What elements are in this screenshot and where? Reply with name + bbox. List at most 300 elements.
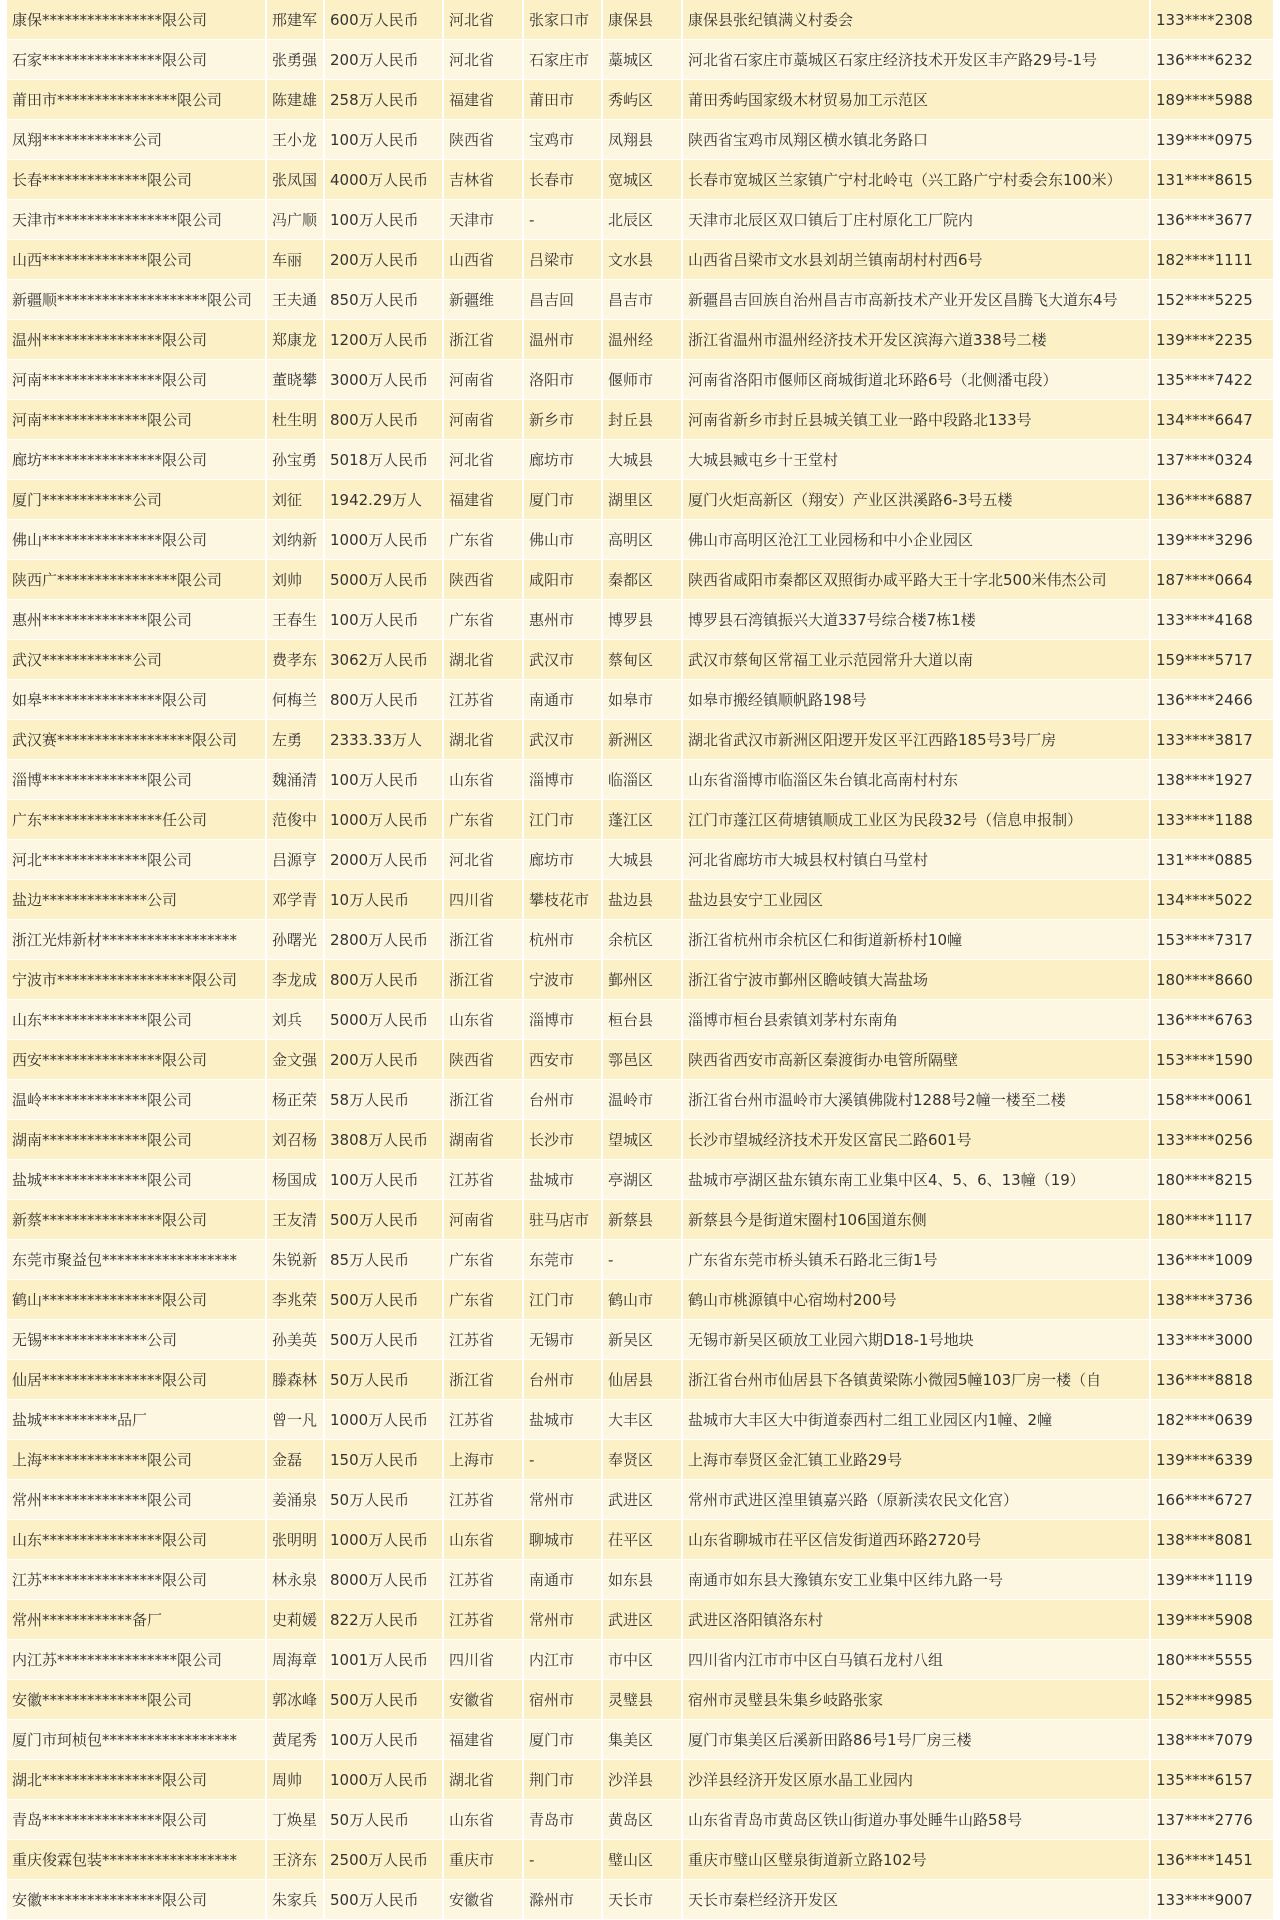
province-cell: 山东省 [444,1520,522,1560]
company-name-cell: 青岛****************限公司 [7,1800,265,1840]
phone-cell: 133****4168 [1151,600,1273,640]
address-cell: 天津市北辰区双口镇后丁庄村原化工厂院内 [683,200,1149,240]
company-name-cell: 江苏****************限公司 [7,1560,265,1600]
capital-cell: 1000万人民币 [325,520,442,560]
address-cell: 浙江省杭州市余杭区仁和街道新桥村10幢 [683,920,1149,960]
address-cell: 河南省洛阳市偃师区商城街道北环路6号（北侧潘屯段） [683,360,1149,400]
capital-cell: 500万人民币 [325,1280,442,1320]
district-cell: 秀屿区 [603,80,681,120]
district-cell: 鄞州区 [603,960,681,1000]
table-row [7,1840,1273,1880]
address-cell: 陕西省咸阳市秦都区双照街办咸平路大王十字北500米伟杰公司 [683,560,1149,600]
city-cell: 厦门市 [524,480,601,520]
capital-cell: 500万人民币 [325,1880,442,1920]
phone-cell: 166****6727 [1151,1480,1273,1520]
capital-cell: 2000万人民币 [325,840,442,880]
capital-cell: 8000万人民币 [325,1560,442,1600]
company-name-cell: 安徽**************限公司 [7,1680,265,1720]
address-cell: 山东省聊城市茌平区信发街道西环路2720号 [683,1520,1149,1560]
table-row [7,1160,1273,1200]
district-cell: 武进区 [603,1480,681,1520]
address-cell: 上海市奉贤区金汇镇工业路29号 [683,1440,1149,1480]
address-cell: 佛山市高明区沧江工业园杨和中小企业园区 [683,520,1149,560]
district-cell: 亭湖区 [603,1160,681,1200]
capital-cell: 200万人民币 [325,240,442,280]
legal-rep-cell: 朱家兵 [267,1880,323,1920]
province-cell: 安徽省 [444,1680,522,1720]
company-name-cell: 凤翔************公司 [7,120,265,160]
phone-cell: 139****1119 [1151,1560,1273,1600]
legal-rep-cell: 姜涌泉 [267,1480,323,1520]
address-cell: 南通市如东县大豫镇东安工业集中区纬九路一号 [683,1560,1149,1600]
phone-cell: 131****8615 [1151,160,1273,200]
address-cell: 常州市武进区湟里镇嘉兴路（原新渎农民文化宫） [683,1480,1149,1520]
table-row [7,1000,1273,1040]
capital-cell: 50万人民币 [325,1360,442,1400]
company-name-cell: 新蔡****************限公司 [7,1200,265,1240]
company-name-cell: 重庆俊霖包装****************** [7,1840,265,1880]
city-cell: 盐城市 [524,1400,601,1440]
company-name-cell: 盐城**************限公司 [7,1160,265,1200]
city-cell: 莆田市 [524,80,601,120]
district-cell: 文水县 [603,240,681,280]
legal-rep-cell: 滕森林 [267,1360,323,1400]
district-cell: 新蔡县 [603,1200,681,1240]
legal-rep-cell: 王春生 [267,600,323,640]
district-cell: 蔡甸区 [603,640,681,680]
table-row [7,1880,1273,1920]
city-cell: 荆门市 [524,1760,601,1800]
company-name-cell: 温岭**************限公司 [7,1080,265,1120]
table-row [7,1400,1273,1440]
phone-cell: 134****6647 [1151,400,1273,440]
company-name-cell: 山西**************限公司 [7,240,265,280]
district-cell: 桓台县 [603,1000,681,1040]
address-cell: 浙江省台州市仙居县下各镇黄梁陈小微园5幢103厂房一楼（自 [683,1360,1149,1400]
legal-rep-cell: 邢建军 [267,0,323,40]
address-cell: 四川省内江市市中区白马镇石龙村八组 [683,1640,1149,1680]
province-cell: 河北省 [444,840,522,880]
table-row [7,160,1273,200]
city-cell: 青岛市 [524,1800,601,1840]
province-cell: 广东省 [444,1280,522,1320]
district-cell: 高明区 [603,520,681,560]
district-cell: 新洲区 [603,720,681,760]
address-cell: 陕西省宝鸡市凤翔区横水镇北务路口 [683,120,1149,160]
district-cell: 茌平区 [603,1520,681,1560]
capital-cell: 5000万人民币 [325,560,442,600]
legal-rep-cell: 朱锐新 [267,1240,323,1280]
table-row [7,1280,1273,1320]
address-cell: 陕西省西安市高新区秦渡街办电管所隔壁 [683,1040,1149,1080]
city-cell: 宝鸡市 [524,120,601,160]
district-cell: 集美区 [603,1720,681,1760]
phone-cell: 182****0639 [1151,1400,1273,1440]
company-name-cell: 山东**************限公司 [7,1000,265,1040]
capital-cell: 5000万人民币 [325,1000,442,1040]
phone-cell: 136****1009 [1151,1240,1273,1280]
table-row [7,1600,1273,1640]
table-row [7,1720,1273,1760]
city-cell: 常州市 [524,1600,601,1640]
legal-rep-cell: 孙曙光 [267,920,323,960]
district-cell: 新吴区 [603,1320,681,1360]
city-cell: 新乡市 [524,400,601,440]
phone-cell: 138****7079 [1151,1720,1273,1760]
capital-cell: 1200万人民币 [325,320,442,360]
table-row [7,560,1273,600]
company-name-cell: 廊坊****************限公司 [7,440,265,480]
city-cell: 昌吉回 [524,280,601,320]
phone-cell: 180****8215 [1151,1160,1273,1200]
company-name-cell: 湖北****************限公司 [7,1760,265,1800]
district-cell: 仙居县 [603,1360,681,1400]
legal-rep-cell: 丁焕星 [267,1800,323,1840]
table-row [7,320,1273,360]
district-cell: 温州经 [603,320,681,360]
table-row [7,840,1273,880]
company-name-cell: 长春**************限公司 [7,160,265,200]
province-cell: 陕西省 [444,1040,522,1080]
company-name-cell: 湖南**************限公司 [7,1120,265,1160]
legal-rep-cell: 李兆荣 [267,1280,323,1320]
capital-cell: 58万人民币 [325,1080,442,1120]
address-cell: 宿州市灵璧县朱集乡岐路张家 [683,1680,1149,1720]
company-name-cell: 上海**************限公司 [7,1440,265,1480]
capital-cell: 1001万人民币 [325,1640,442,1680]
phone-cell: 139****2235 [1151,320,1273,360]
capital-cell: 85万人民币 [325,1240,442,1280]
city-cell: 江门市 [524,1280,601,1320]
capital-cell: 3000万人民币 [325,360,442,400]
table-row [7,600,1273,640]
table-row [7,1040,1273,1080]
company-name-cell: 天津市****************限公司 [7,200,265,240]
table-row [7,480,1273,520]
table-row [7,720,1273,760]
city-cell: 聊城市 [524,1520,601,1560]
phone-cell: 138****3736 [1151,1280,1273,1320]
province-cell: 河北省 [444,40,522,80]
province-cell: 广东省 [444,1240,522,1280]
capital-cell: 800万人民币 [325,400,442,440]
province-cell: 天津市 [444,200,522,240]
province-cell: 湖北省 [444,640,522,680]
table-row [7,120,1273,160]
address-cell: 长沙市望城经济技术开发区富民二路601号 [683,1120,1149,1160]
legal-rep-cell: 刘征 [267,480,323,520]
capital-cell: 100万人民币 [325,600,442,640]
address-cell: 盐城市亭湖区盐东镇东南工业集中区4、5、6、13幢（19） [683,1160,1149,1200]
province-cell: 上海市 [444,1440,522,1480]
phone-cell: 135****7422 [1151,360,1273,400]
district-cell: 蓬江区 [603,800,681,840]
company-name-cell: 仙居****************限公司 [7,1360,265,1400]
company-name-cell: 河南**************限公司 [7,400,265,440]
city-cell: 张家口市 [524,0,601,40]
province-cell: 湖北省 [444,1760,522,1800]
province-cell: 江苏省 [444,680,522,720]
table-row [7,680,1273,720]
city-cell: 台州市 [524,1080,601,1120]
capital-cell: 2333.33万人 [325,720,442,760]
city-cell: 滁州市 [524,1880,601,1920]
phone-cell: 131****0885 [1151,840,1273,880]
district-cell: 大丰区 [603,1400,681,1440]
district-cell: 湖里区 [603,480,681,520]
legal-rep-cell: 张凤国 [267,160,323,200]
company-name-cell: 新疆顺********************限公司 [7,280,265,320]
company-name-cell: 广东****************任公司 [7,800,265,840]
phone-cell: 180****5555 [1151,1640,1273,1680]
province-cell: 浙江省 [444,320,522,360]
phone-cell: 136****8818 [1151,1360,1273,1400]
province-cell: 江苏省 [444,1320,522,1360]
phone-cell: 135****6157 [1151,1760,1273,1800]
district-cell: 秦都区 [603,560,681,600]
capital-cell: 500万人民币 [325,1200,442,1240]
legal-rep-cell: 史莉媛 [267,1600,323,1640]
company-name-cell: 内江苏****************限公司 [7,1640,265,1680]
phone-cell: 137****2776 [1151,1800,1273,1840]
legal-rep-cell: 张勇强 [267,40,323,80]
province-cell: 山东省 [444,1000,522,1040]
city-cell: 长沙市 [524,1120,601,1160]
capital-cell: 4000万人民币 [325,160,442,200]
table-row [7,1480,1273,1520]
district-cell: 温岭市 [603,1080,681,1120]
city-cell: 咸阳市 [524,560,601,600]
table-row [7,1240,1273,1280]
address-cell: 河北省廊坊市大城县权村镇白马堂村 [683,840,1149,880]
table-row [7,520,1273,560]
company-name-cell: 惠州**************限公司 [7,600,265,640]
legal-rep-cell: 车丽 [267,240,323,280]
address-cell: 大城县臧屯乡十王堂村 [683,440,1149,480]
table-row [7,1360,1273,1400]
legal-rep-cell: 魏涌清 [267,760,323,800]
phone-cell: 137****0324 [1151,440,1273,480]
table-row [7,200,1273,240]
district-cell: 临淄区 [603,760,681,800]
company-name-cell: 武汉************公司 [7,640,265,680]
legal-rep-cell: 黄尾秀 [267,1720,323,1760]
address-cell: 鹤山市桃源镇中心宿坳村200号 [683,1280,1149,1320]
district-cell: 黄岛区 [603,1800,681,1840]
province-cell: 广东省 [444,520,522,560]
legal-rep-cell: 王小龙 [267,120,323,160]
district-cell: 鄠邑区 [603,1040,681,1080]
city-cell: - [524,200,601,240]
address-cell: 武汉市蔡甸区常福工业示范园常升大道以南 [683,640,1149,680]
company-name-cell: 常州************备厂 [7,1600,265,1640]
table-row [7,0,1273,40]
province-cell: 广东省 [444,800,522,840]
city-cell: 驻马店市 [524,1200,601,1240]
city-cell: 厦门市 [524,1720,601,1760]
city-cell: 洛阳市 [524,360,601,400]
city-cell: 武汉市 [524,640,601,680]
province-cell: 浙江省 [444,1080,522,1120]
capital-cell: 200万人民币 [325,1040,442,1080]
city-cell: 盐城市 [524,1160,601,1200]
province-cell: 浙江省 [444,960,522,1000]
district-cell: 灵璧县 [603,1680,681,1720]
company-name-cell: 佛山****************限公司 [7,520,265,560]
legal-rep-cell: 金磊 [267,1440,323,1480]
legal-rep-cell: 刘兵 [267,1000,323,1040]
phone-cell: 180****8660 [1151,960,1273,1000]
company-name-cell: 盐城**********品厂 [7,1400,265,1440]
city-cell: 长春市 [524,160,601,200]
capital-cell: 100万人民币 [325,200,442,240]
legal-rep-cell: 郭冰峰 [267,1680,323,1720]
province-cell: 浙江省 [444,1360,522,1400]
company-name-cell: 东莞市聚益包****************** [7,1240,265,1280]
phone-cell: 182****1111 [1151,240,1273,280]
province-cell: 重庆市 [444,1840,522,1880]
district-cell: - [603,1240,681,1280]
address-cell: 浙江省宁波市鄞州区瞻岐镇大嵩盐场 [683,960,1149,1000]
legal-rep-cell: 张明明 [267,1520,323,1560]
province-cell: 河北省 [444,0,522,40]
table-row [7,80,1273,120]
district-cell: 康保县 [603,0,681,40]
district-cell: 天长市 [603,1880,681,1920]
city-cell: 无锡市 [524,1320,601,1360]
table-row [7,1760,1273,1800]
company-name-cell: 石家****************限公司 [7,40,265,80]
capital-cell: 1942.29万人 [325,480,442,520]
capital-cell: 500万人民币 [325,1680,442,1720]
province-cell: 福建省 [444,80,522,120]
district-cell: 奉贤区 [603,1440,681,1480]
legal-rep-cell: 李龙成 [267,960,323,1000]
legal-rep-cell: 曾一凡 [267,1400,323,1440]
capital-cell: 50万人民币 [325,1480,442,1520]
district-cell: 盐边县 [603,880,681,920]
table-row [7,1680,1273,1720]
district-cell: 望城区 [603,1120,681,1160]
address-cell: 江门市蓬江区荷塘镇顺成工业区为民段32号（信息申报制） [683,800,1149,840]
capital-cell: 600万人民币 [325,0,442,40]
legal-rep-cell: 范俊中 [267,800,323,840]
legal-rep-cell: 刘召杨 [267,1120,323,1160]
legal-rep-cell: 陈建雄 [267,80,323,120]
company-name-cell: 温州****************限公司 [7,320,265,360]
capital-cell: 850万人民币 [325,280,442,320]
address-cell: 博罗县石湾镇振兴大道337号综合楼7栋1楼 [683,600,1149,640]
company-name-cell: 淄博**************限公司 [7,760,265,800]
district-cell: 沙洋县 [603,1760,681,1800]
address-cell: 天长市秦栏经济开发区 [683,1880,1149,1920]
city-cell: 石家庄市 [524,40,601,80]
city-cell: 温州市 [524,320,601,360]
phone-cell: 133****3817 [1151,720,1273,760]
phone-cell: 153****1590 [1151,1040,1273,1080]
phone-cell: 153****7317 [1151,920,1273,960]
city-cell: 攀枝花市 [524,880,601,920]
company-name-cell: 莆田市****************限公司 [7,80,265,120]
table-row [7,280,1273,320]
city-cell: 淄博市 [524,1000,601,1040]
province-cell: 浙江省 [444,920,522,960]
city-cell: 淄博市 [524,760,601,800]
company-name-cell: 陕西广****************限公司 [7,560,265,600]
address-cell: 武进区洛阳镇洛东村 [683,1600,1149,1640]
city-cell: 佛山市 [524,520,601,560]
province-cell: 江苏省 [444,1600,522,1640]
phone-cell: 134****5022 [1151,880,1273,920]
province-cell: 福建省 [444,1720,522,1760]
legal-rep-cell: 吕源亨 [267,840,323,880]
legal-rep-cell: 左勇 [267,720,323,760]
legal-rep-cell: 王济东 [267,1840,323,1880]
company-name-cell: 厦门市珂桢包****************** [7,1720,265,1760]
company-name-cell: 山东****************限公司 [7,1520,265,1560]
district-cell: 昌吉市 [603,280,681,320]
table-row [7,1560,1273,1600]
company-name-cell: 厦门************公司 [7,480,265,520]
city-cell: 宁波市 [524,960,601,1000]
phone-cell: 136****1451 [1151,1840,1273,1880]
capital-cell: 258万人民币 [325,80,442,120]
capital-cell: 800万人民币 [325,680,442,720]
province-cell: 江苏省 [444,1160,522,1200]
table-row [7,960,1273,1000]
legal-rep-cell: 费孝东 [267,640,323,680]
capital-cell: 2500万人民币 [325,1840,442,1880]
address-cell: 浙江省温州市温州经济技术开发区滨海六道338号二楼 [683,320,1149,360]
address-cell: 山西省吕梁市文水县刘胡兰镇南胡村村西6号 [683,240,1149,280]
phone-cell: 133****3000 [1151,1320,1273,1360]
table-row [7,1120,1273,1160]
address-cell: 河南省新乡市封丘县城关镇工业一路中段路北133号 [683,400,1149,440]
table-row [7,1520,1273,1560]
table-row [7,1800,1273,1840]
capital-cell: 200万人民币 [325,40,442,80]
table-row [7,1200,1273,1240]
city-cell: - [524,1840,601,1880]
province-cell: 河南省 [444,400,522,440]
city-cell: 东莞市 [524,1240,601,1280]
legal-rep-cell: 王夫通 [267,280,323,320]
city-cell: 宿州市 [524,1680,601,1720]
province-cell: 陕西省 [444,560,522,600]
province-cell: 河南省 [444,1200,522,1240]
table-row [7,1320,1273,1360]
phone-cell: 136****3677 [1151,200,1273,240]
city-cell: 常州市 [524,1480,601,1520]
table-row [7,1640,1273,1680]
district-cell: 鹤山市 [603,1280,681,1320]
city-cell: 江门市 [524,800,601,840]
capital-cell: 50万人民币 [325,1800,442,1840]
address-cell: 厦门市集美区后溪新田路86号1号厂房三楼 [683,1720,1149,1760]
company-name-cell: 武汉赛******************限公司 [7,720,265,760]
capital-cell: 3062万人民币 [325,640,442,680]
address-cell: 重庆市璧山区璧泉街道新立路102号 [683,1840,1149,1880]
city-cell: 廊坊市 [524,440,601,480]
district-cell: 封丘县 [603,400,681,440]
province-cell: 福建省 [444,480,522,520]
capital-cell: 5018万人民币 [325,440,442,480]
legal-rep-cell: 董晓攀 [267,360,323,400]
capital-cell: 1000万人民币 [325,800,442,840]
legal-rep-cell: 何梅兰 [267,680,323,720]
legal-rep-cell: 郑康龙 [267,320,323,360]
table-row [7,360,1273,400]
